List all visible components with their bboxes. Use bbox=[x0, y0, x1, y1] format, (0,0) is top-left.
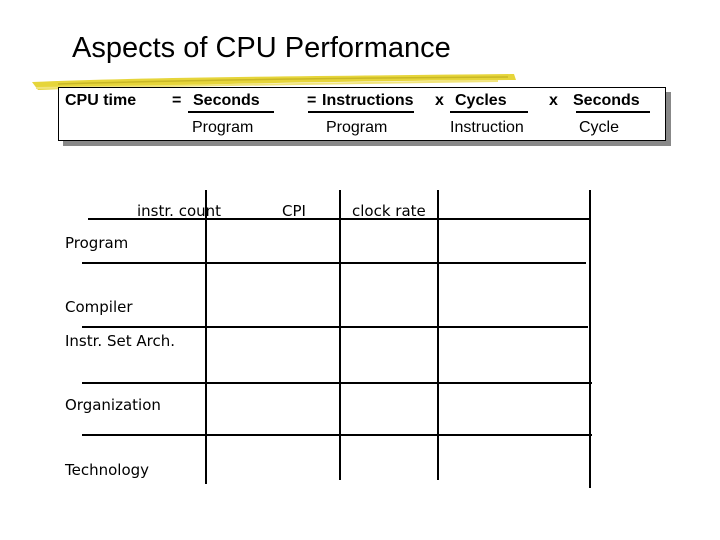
formula-denominator-2: Program bbox=[326, 119, 388, 136]
column-header-instr-count: instr. count bbox=[137, 202, 222, 220]
fraction-bar-2 bbox=[308, 111, 414, 113]
formula-numerator-1: Seconds bbox=[193, 92, 260, 109]
formula-op-3: x bbox=[435, 92, 444, 109]
table-row-line bbox=[82, 434, 592, 436]
formula-op-1: = bbox=[172, 92, 182, 109]
formula-lhs: CPU time bbox=[65, 92, 137, 109]
formula-denominator-3: Instruction bbox=[450, 119, 524, 136]
table-row-line bbox=[82, 326, 588, 328]
row-label-program: Program bbox=[65, 234, 129, 252]
formula-op-2: = bbox=[307, 92, 317, 109]
formula-numerator-2: Instructions bbox=[322, 92, 414, 109]
table-column-line bbox=[205, 190, 207, 484]
fraction-bar-1 bbox=[188, 111, 274, 113]
formula-denominator-4: Cycle bbox=[579, 119, 620, 136]
table-column-line bbox=[589, 190, 591, 488]
formula-denominator-1: Program bbox=[192, 119, 254, 136]
slide-title: Aspects of CPU Performance bbox=[72, 32, 451, 64]
column-header-cpi: CPI bbox=[282, 202, 306, 220]
formula-numerator-3: Cycles bbox=[455, 92, 507, 109]
table-column-line bbox=[437, 190, 439, 480]
table-column-line bbox=[339, 190, 341, 480]
fraction-bar-4 bbox=[576, 111, 650, 113]
row-label-compiler: Compiler bbox=[65, 298, 133, 316]
row-label-organization: Organization bbox=[65, 396, 161, 414]
fraction-bar-3 bbox=[450, 111, 528, 113]
table-row-line bbox=[82, 262, 586, 264]
formula-numerator-4: Seconds bbox=[573, 92, 640, 109]
row-label-isa: Instr. Set Arch. bbox=[65, 332, 175, 350]
formula-op-4: x bbox=[549, 92, 558, 109]
table-row-line bbox=[82, 382, 592, 384]
column-header-clock-rate: clock rate bbox=[352, 202, 426, 220]
row-label-technology: Technology bbox=[65, 461, 150, 479]
